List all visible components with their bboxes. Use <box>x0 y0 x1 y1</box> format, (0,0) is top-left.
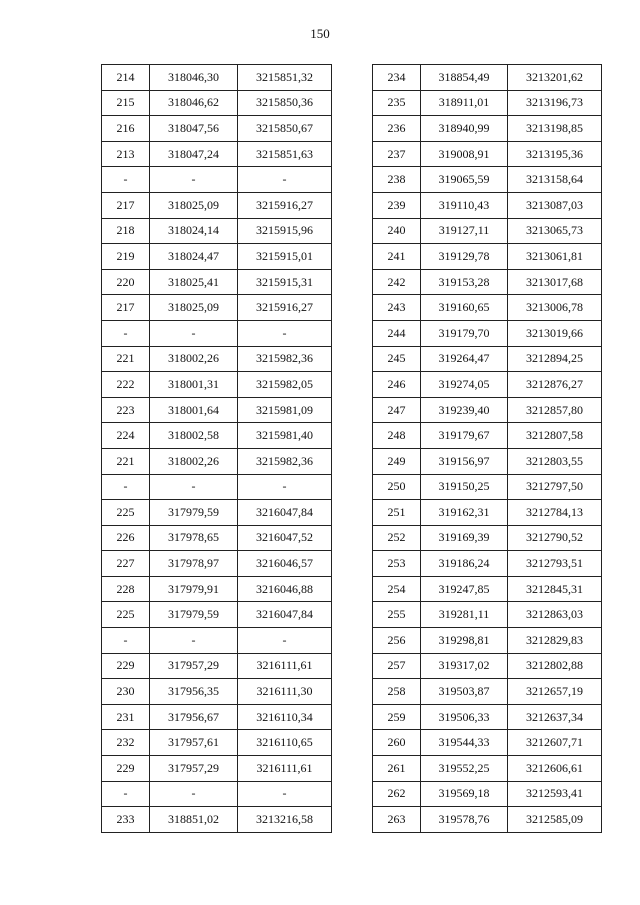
x-coordinate-cell: 317979,91 <box>150 576 238 602</box>
table-row <box>373 295 602 321</box>
x-coordinate-cell: 318001,31 <box>150 372 238 398</box>
x-coordinate-cell: 318046,30 <box>150 65 238 91</box>
point-number-cell: 217 <box>102 192 150 218</box>
point-number-cell: 221 <box>102 448 150 474</box>
table-row <box>373 448 602 474</box>
point-number-cell: 233 <box>102 807 150 833</box>
x-coordinate-cell: 319153,28 <box>421 269 508 295</box>
table-row <box>373 704 602 730</box>
y-coordinate-cell: 3212607,71 <box>508 730 602 756</box>
table-row <box>373 679 602 705</box>
table-row <box>102 551 332 577</box>
x-coordinate-cell: 318851,02 <box>150 807 238 833</box>
y-coordinate-cell: - <box>238 167 332 193</box>
y-coordinate-cell: - <box>238 781 332 807</box>
x-coordinate-cell: 319179,70 <box>421 320 508 346</box>
y-coordinate-cell: 3213198,85 <box>508 116 602 142</box>
point-number-cell: 234 <box>373 65 421 91</box>
table-row <box>102 90 332 116</box>
y-coordinate-cell: 3216047,84 <box>238 500 332 526</box>
point-number-cell: 230 <box>102 679 150 705</box>
table-row <box>102 500 332 526</box>
x-coordinate-cell: 319156,97 <box>421 448 508 474</box>
point-number-cell: 235 <box>373 90 421 116</box>
point-number-cell: 244 <box>373 320 421 346</box>
y-coordinate-cell: 3212790,52 <box>508 525 602 551</box>
y-coordinate-cell: 3212593,41 <box>508 781 602 807</box>
y-coordinate-cell: 3215851,63 <box>238 141 332 167</box>
y-coordinate-cell: 3213006,78 <box>508 295 602 321</box>
page-number: 150 <box>310 26 330 41</box>
x-coordinate-cell: 318854,49 <box>421 65 508 91</box>
y-coordinate-cell: 3215982,05 <box>238 372 332 398</box>
point-number-cell: - <box>102 320 150 346</box>
table-row <box>373 551 602 577</box>
point-number-cell: 261 <box>373 756 421 782</box>
point-number-cell: 257 <box>373 653 421 679</box>
x-coordinate-cell: 319274,05 <box>421 372 508 398</box>
point-number-cell: 259 <box>373 704 421 730</box>
point-number-cell: 246 <box>373 372 421 398</box>
table-row <box>102 602 332 628</box>
table-row <box>102 320 332 346</box>
point-number-cell: 255 <box>373 602 421 628</box>
y-coordinate-cell: 3215982,36 <box>238 448 332 474</box>
y-coordinate-cell: 3215916,27 <box>238 192 332 218</box>
y-coordinate-cell: 3213195,36 <box>508 141 602 167</box>
table-row <box>102 141 332 167</box>
table-row <box>102 192 332 218</box>
x-coordinate-cell: - <box>150 167 238 193</box>
x-coordinate-cell: 318940,99 <box>421 116 508 142</box>
y-coordinate-cell: 3212807,58 <box>508 423 602 449</box>
x-coordinate-cell: 317978,97 <box>150 551 238 577</box>
point-number-cell: 245 <box>373 346 421 372</box>
point-number-cell: 252 <box>373 525 421 551</box>
point-number-cell: 232 <box>102 730 150 756</box>
x-coordinate-cell: 319569,18 <box>421 781 508 807</box>
x-coordinate-cell: 317978,65 <box>150 525 238 551</box>
x-coordinate-cell: 318002,26 <box>150 346 238 372</box>
table-row <box>373 423 602 449</box>
x-coordinate-cell: 319150,25 <box>421 474 508 500</box>
point-number-cell: 250 <box>373 474 421 500</box>
point-number-cell: 262 <box>373 781 421 807</box>
y-coordinate-cell: 3215850,67 <box>238 116 332 142</box>
x-coordinate-cell: 317957,61 <box>150 730 238 756</box>
x-coordinate-cell: 318002,26 <box>150 448 238 474</box>
x-coordinate-cell: 319544,33 <box>421 730 508 756</box>
x-coordinate-cell: 319578,76 <box>421 807 508 833</box>
table-row <box>373 116 602 142</box>
x-coordinate-cell: 319317,02 <box>421 653 508 679</box>
point-number-cell: - <box>102 781 150 807</box>
y-coordinate-cell: 3212793,51 <box>508 551 602 577</box>
x-coordinate-cell: - <box>150 320 238 346</box>
y-coordinate-cell: 3213087,03 <box>508 192 602 218</box>
x-coordinate-cell: 319247,85 <box>421 576 508 602</box>
table-row <box>373 90 602 116</box>
x-coordinate-cell: 319239,40 <box>421 397 508 423</box>
table-row <box>102 65 332 91</box>
x-coordinate-cell: 318025,09 <box>150 192 238 218</box>
y-coordinate-cell: 3215981,40 <box>238 423 332 449</box>
point-number-cell: 254 <box>373 576 421 602</box>
table-row <box>102 653 332 679</box>
x-coordinate-cell: - <box>150 781 238 807</box>
y-coordinate-cell: 3215915,96 <box>238 218 332 244</box>
y-coordinate-cell: 3212797,50 <box>508 474 602 500</box>
y-coordinate-cell: 3215850,36 <box>238 90 332 116</box>
x-coordinate-cell: 319298,81 <box>421 628 508 654</box>
point-number-cell: 251 <box>373 500 421 526</box>
x-coordinate-cell: 319160,65 <box>421 295 508 321</box>
x-coordinate-cell: 319506,33 <box>421 704 508 730</box>
y-coordinate-cell: 3212657,19 <box>508 679 602 705</box>
x-coordinate-cell: 319503,87 <box>421 679 508 705</box>
table-row <box>102 704 332 730</box>
y-coordinate-cell: 3215916,27 <box>238 295 332 321</box>
table-row <box>373 807 602 833</box>
table-row <box>102 295 332 321</box>
y-coordinate-cell: 3216110,65 <box>238 730 332 756</box>
y-coordinate-cell: 3213019,66 <box>508 320 602 346</box>
point-number-cell: 229 <box>102 756 150 782</box>
table-row <box>102 628 332 654</box>
point-number-cell: 239 <box>373 192 421 218</box>
y-coordinate-cell: 3213065,73 <box>508 218 602 244</box>
table-row <box>373 244 602 270</box>
point-number-cell: 253 <box>373 551 421 577</box>
table-row <box>373 167 602 193</box>
x-coordinate-cell: 318047,56 <box>150 116 238 142</box>
point-number-cell: - <box>102 474 150 500</box>
y-coordinate-cell: 3212585,09 <box>508 807 602 833</box>
point-number-cell: 226 <box>102 525 150 551</box>
point-number-cell: - <box>102 167 150 193</box>
y-coordinate-cell: - <box>238 474 332 500</box>
point-number-cell: 223 <box>102 397 150 423</box>
table-row <box>102 397 332 423</box>
y-coordinate-cell: 3215915,01 <box>238 244 332 270</box>
x-coordinate-cell: 319162,31 <box>421 500 508 526</box>
x-coordinate-cell: 319179,67 <box>421 423 508 449</box>
y-coordinate-cell: 3216047,52 <box>238 525 332 551</box>
table-row <box>102 346 332 372</box>
point-number-cell: 215 <box>102 90 150 116</box>
table-row <box>102 218 332 244</box>
point-number-cell: 214 <box>102 65 150 91</box>
y-coordinate-cell: 3215851,32 <box>238 65 332 91</box>
y-coordinate-cell: 3212803,55 <box>508 448 602 474</box>
x-coordinate-cell: 318046,62 <box>150 90 238 116</box>
table-row <box>373 653 602 679</box>
x-coordinate-cell: 317957,29 <box>150 756 238 782</box>
y-coordinate-cell: 3212876,27 <box>508 372 602 398</box>
y-coordinate-cell: 3215915,31 <box>238 269 332 295</box>
table-row <box>373 730 602 756</box>
table-row <box>102 807 332 833</box>
table-row <box>373 218 602 244</box>
y-coordinate-cell: 3212863,03 <box>508 602 602 628</box>
y-coordinate-cell: 3212802,88 <box>508 653 602 679</box>
y-coordinate-cell: - <box>238 628 332 654</box>
x-coordinate-cell: 318911,01 <box>421 90 508 116</box>
x-coordinate-cell: 317979,59 <box>150 500 238 526</box>
table-row <box>102 167 332 193</box>
y-coordinate-cell: 3216046,57 <box>238 551 332 577</box>
x-coordinate-cell: 318025,09 <box>150 295 238 321</box>
x-coordinate-cell: - <box>150 474 238 500</box>
point-number-cell: 256 <box>373 628 421 654</box>
table-row <box>102 781 332 807</box>
point-number-cell: 216 <box>102 116 150 142</box>
x-coordinate-cell: 317956,67 <box>150 704 238 730</box>
y-coordinate-cell: 3216111,61 <box>238 653 332 679</box>
point-number-cell: 247 <box>373 397 421 423</box>
point-number-cell: 258 <box>373 679 421 705</box>
table-row <box>102 679 332 705</box>
coordinates-table-right <box>372 64 602 833</box>
x-coordinate-cell: 319110,43 <box>421 192 508 218</box>
point-number-cell: 240 <box>373 218 421 244</box>
table-row <box>373 628 602 654</box>
table-row <box>373 372 602 398</box>
point-number-cell: 219 <box>102 244 150 270</box>
x-coordinate-cell: 319186,24 <box>421 551 508 577</box>
x-coordinate-cell: 317956,35 <box>150 679 238 705</box>
table-row <box>102 576 332 602</box>
table-row <box>373 576 602 602</box>
point-number-cell: 248 <box>373 423 421 449</box>
x-coordinate-cell: 317979,59 <box>150 602 238 628</box>
y-coordinate-cell: 3212637,34 <box>508 704 602 730</box>
point-number-cell: 237 <box>373 141 421 167</box>
table-row <box>373 602 602 628</box>
table-row <box>373 474 602 500</box>
point-number-cell: 236 <box>373 116 421 142</box>
y-coordinate-cell: 3213061,81 <box>508 244 602 270</box>
x-coordinate-cell: 319065,59 <box>421 167 508 193</box>
table-row <box>373 756 602 782</box>
table-row <box>102 756 332 782</box>
x-coordinate-cell: 318024,47 <box>150 244 238 270</box>
x-coordinate-cell: 319129,78 <box>421 244 508 270</box>
y-coordinate-cell: 3213017,68 <box>508 269 602 295</box>
table-row <box>373 141 602 167</box>
y-coordinate-cell: 3213196,73 <box>508 90 602 116</box>
x-coordinate-cell: - <box>150 628 238 654</box>
y-coordinate-cell: 3216111,61 <box>238 756 332 782</box>
table-row <box>373 781 602 807</box>
point-number-cell: 218 <box>102 218 150 244</box>
x-coordinate-cell: 318002,58 <box>150 423 238 449</box>
x-coordinate-cell: 319552,25 <box>421 756 508 782</box>
table-row <box>373 397 602 423</box>
x-coordinate-cell: 319008,91 <box>421 141 508 167</box>
y-coordinate-cell: 3216047,84 <box>238 602 332 628</box>
point-number-cell: 229 <box>102 653 150 679</box>
y-coordinate-cell: 3212857,80 <box>508 397 602 423</box>
y-coordinate-cell: 3216110,34 <box>238 704 332 730</box>
coordinates-table-left <box>101 64 332 833</box>
x-coordinate-cell: 319127,11 <box>421 218 508 244</box>
y-coordinate-cell: 3215982,36 <box>238 346 332 372</box>
table-body <box>373 65 602 833</box>
table-row <box>373 65 602 91</box>
table-row <box>102 525 332 551</box>
point-number-cell: 217 <box>102 295 150 321</box>
x-coordinate-cell: 317957,29 <box>150 653 238 679</box>
table-row <box>373 346 602 372</box>
point-number-cell: 213 <box>102 141 150 167</box>
table-row <box>102 423 332 449</box>
point-number-cell: 260 <box>373 730 421 756</box>
y-coordinate-cell: 3216111,30 <box>238 679 332 705</box>
y-coordinate-cell: 3213158,64 <box>508 167 602 193</box>
y-coordinate-cell: 3212606,61 <box>508 756 602 782</box>
y-coordinate-cell: 3213201,62 <box>508 65 602 91</box>
table-row <box>102 269 332 295</box>
y-coordinate-cell: 3212784,13 <box>508 500 602 526</box>
table-row <box>102 474 332 500</box>
point-number-cell: 220 <box>102 269 150 295</box>
y-coordinate-cell: 3216046,88 <box>238 576 332 602</box>
point-number-cell: 225 <box>102 602 150 628</box>
x-coordinate-cell: 319264,47 <box>421 346 508 372</box>
table-row <box>102 244 332 270</box>
table-row <box>373 500 602 526</box>
x-coordinate-cell: 319281,11 <box>421 602 508 628</box>
x-coordinate-cell: 318025,41 <box>150 269 238 295</box>
point-number-cell: 225 <box>102 500 150 526</box>
table-row <box>102 448 332 474</box>
y-coordinate-cell: 3213216,58 <box>238 807 332 833</box>
table-row <box>102 116 332 142</box>
y-coordinate-cell: 3212894,25 <box>508 346 602 372</box>
y-coordinate-cell: 3212829,83 <box>508 628 602 654</box>
point-number-cell: 227 <box>102 551 150 577</box>
point-number-cell: 238 <box>373 167 421 193</box>
x-coordinate-cell: 319169,39 <box>421 525 508 551</box>
point-number-cell: 243 <box>373 295 421 321</box>
y-coordinate-cell: 3215981,09 <box>238 397 332 423</box>
point-number-cell: 241 <box>373 244 421 270</box>
point-number-cell: 263 <box>373 807 421 833</box>
y-coordinate-cell: 3212845,31 <box>508 576 602 602</box>
point-number-cell: 231 <box>102 704 150 730</box>
point-number-cell: 224 <box>102 423 150 449</box>
table-row <box>373 192 602 218</box>
point-number-cell: 228 <box>102 576 150 602</box>
point-number-cell: - <box>102 628 150 654</box>
table-row <box>373 525 602 551</box>
point-number-cell: 242 <box>373 269 421 295</box>
table-row <box>373 320 602 346</box>
table-row <box>102 372 332 398</box>
x-coordinate-cell: 318024,14 <box>150 218 238 244</box>
table-row <box>373 269 602 295</box>
point-number-cell: 221 <box>102 346 150 372</box>
point-number-cell: 222 <box>102 372 150 398</box>
y-coordinate-cell: - <box>238 320 332 346</box>
x-coordinate-cell: 318047,24 <box>150 141 238 167</box>
table-body <box>102 65 332 833</box>
table-row <box>102 730 332 756</box>
x-coordinate-cell: 318001,64 <box>150 397 238 423</box>
point-number-cell: 249 <box>373 448 421 474</box>
